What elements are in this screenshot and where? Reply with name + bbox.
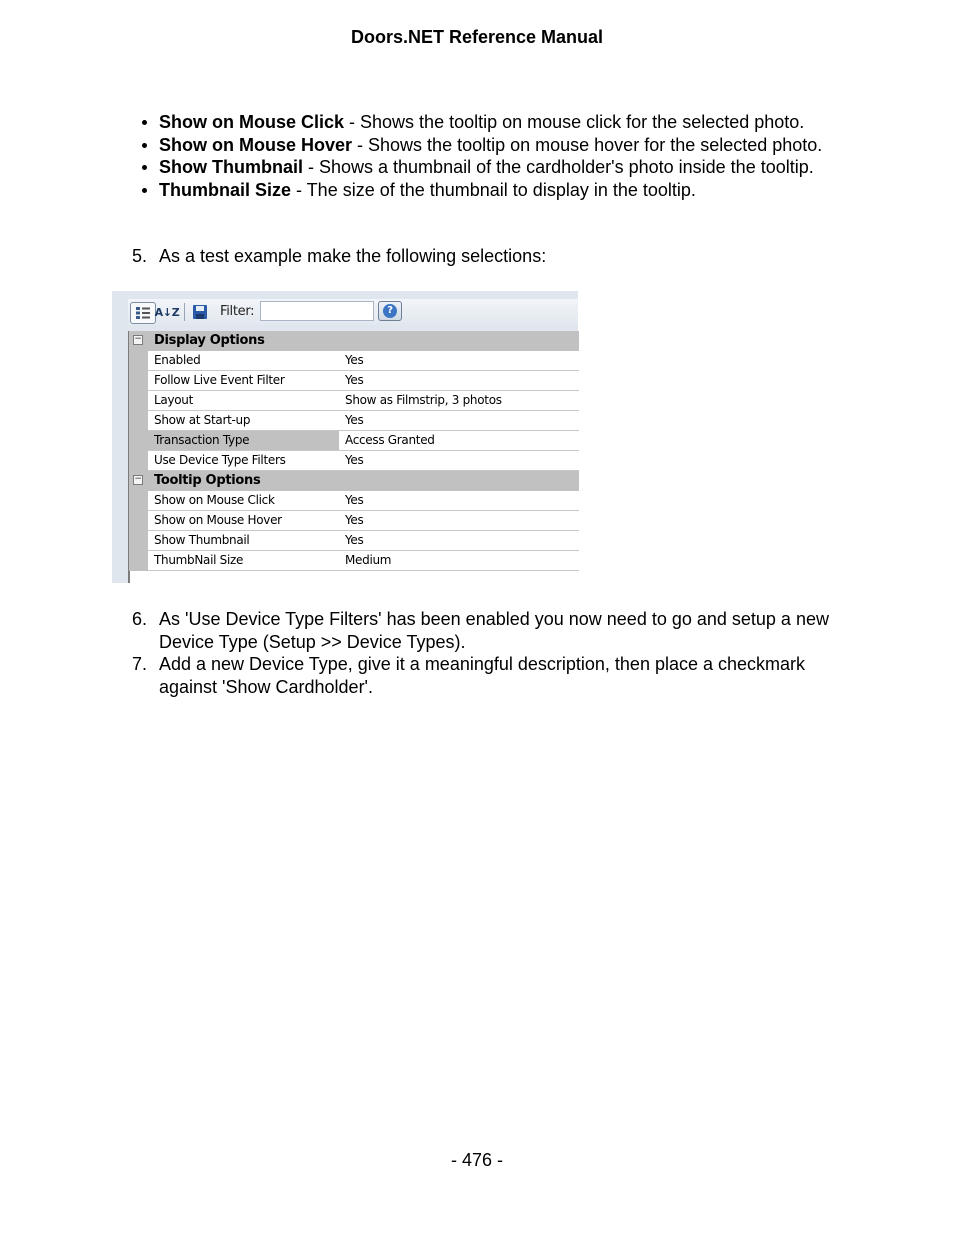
category-label: Display Options [154,333,265,348]
category-row-display-options[interactable] [129,331,579,351]
table-row[interactable] [129,411,579,431]
property-value[interactable]: Yes [339,531,579,551]
row-margin [129,491,148,511]
row-margin [129,371,148,391]
table-row[interactable] [129,551,579,571]
filter-input[interactable] [260,301,374,321]
tooltip-options-list [138,111,858,201]
table-row[interactable] [129,491,579,511]
table-row[interactable] [129,371,579,391]
property-name: Show on Mouse Hover [148,511,345,531]
list-item-term: Show on Mouse Click [159,112,345,132]
property-value[interactable]: Yes [339,411,579,431]
property-grid-toolbar [128,299,578,325]
grid-edge [128,571,130,583]
step-text: Add a new Device Type, give it a meaningful description, then place a checkmark against 'Show Cardholder'. [159,654,806,697]
property-name: Layout [148,391,345,411]
list-item-desc: - Shows a thumbnail of the cardholder's photo inside the tooltip. [303,157,814,177]
step-number: 6. [132,609,148,629]
table-row[interactable] [129,451,579,471]
property-value[interactable]: Yes [339,371,579,391]
bullet-dot [142,143,147,148]
property-name: Show Thumbnail [148,531,345,551]
step-number: 7. [132,654,148,674]
list-item-desc: - Shows the tooltip on mouse hover for the selected photo. [352,134,823,155]
property-name: Use Device Type Filters [148,451,345,471]
row-margin [129,411,148,431]
property-value[interactable]: Access Granted [339,431,579,451]
row-margin [129,431,148,451]
save-button[interactable] [190,302,210,322]
table-row[interactable] [129,511,579,531]
row-margin [129,551,148,571]
step-5 [132,245,852,268]
row-margin [129,531,148,551]
list-item-desc: - The size of the thumbnail to display in the tooltip. [291,179,696,200]
property-name: Show on Mouse Click [148,491,345,511]
category-label: Tooltip Options [154,473,261,488]
property-name: Enabled [148,351,345,371]
step-6 [132,608,852,653]
property-name: Follow Live Event Filter [148,371,345,391]
sort-az-icon: A↓Z [154,305,180,319]
bullet-dot [142,120,147,125]
property-value[interactable]: Yes [339,511,579,531]
row-margin [129,391,148,411]
property-value[interactable]: Yes [339,491,579,511]
row-margin [129,351,148,371]
property-value[interactable]: Yes [339,451,579,471]
list-item [138,156,858,179]
property-grid-table [128,331,579,583]
alphabetical-sort-button[interactable] [156,302,178,322]
list-item [138,179,858,202]
property-name: ThumbNail Size [148,551,345,571]
filter-label: Filter: [220,304,255,319]
list-item-term: Show on Mouse Hover [159,134,353,155]
step-text: As 'Use Device Type Filters' has been enabled you now need to go and setup a new Device Type (Setup >> Device Types). [159,609,829,652]
collapse-icon[interactable]: − [134,334,142,344]
row-margin [129,451,148,471]
help-button[interactable] [378,301,402,321]
step-7 [132,653,852,698]
list-item-term: Show Thumbnail [159,157,303,177]
step-number: 5. [132,246,148,266]
page-header-title: Doors.NET Reference Manual [350,27,604,47]
property-name: Transaction Type [148,431,345,451]
categorized-icon [135,306,151,320]
bullet-dot [142,165,147,170]
row-margin [129,511,148,531]
table-row[interactable] [129,391,579,411]
property-value[interactable]: Show as Filmstrip, 3 photos [339,391,579,411]
toolbar-divider [184,303,185,321]
table-row[interactable] [129,531,579,551]
list-item [138,134,858,157]
property-value[interactable]: Medium [339,551,579,571]
step-text: As a test example make the following selections: [159,246,547,266]
categorized-view-button[interactable] [130,302,156,324]
list-item [138,111,858,134]
list-item-desc: - Shows the tooltip on mouse click for the selected photo. [344,112,805,132]
collapse-icon[interactable]: − [134,474,142,484]
list-item-term: Thumbnail Size [159,179,292,200]
bullet-dot [142,188,147,193]
help-icon: ? [383,304,397,318]
category-row-tooltip-options[interactable] [129,471,579,491]
floppy-disk-icon [192,304,208,320]
table-row[interactable] [129,351,579,371]
property-name: Show at Start-up [148,411,345,431]
property-grid-screenshot [112,291,578,583]
page-number: - 476 - [450,1150,504,1170]
table-row-selected[interactable] [129,431,579,451]
property-value[interactable]: Yes [339,351,579,371]
